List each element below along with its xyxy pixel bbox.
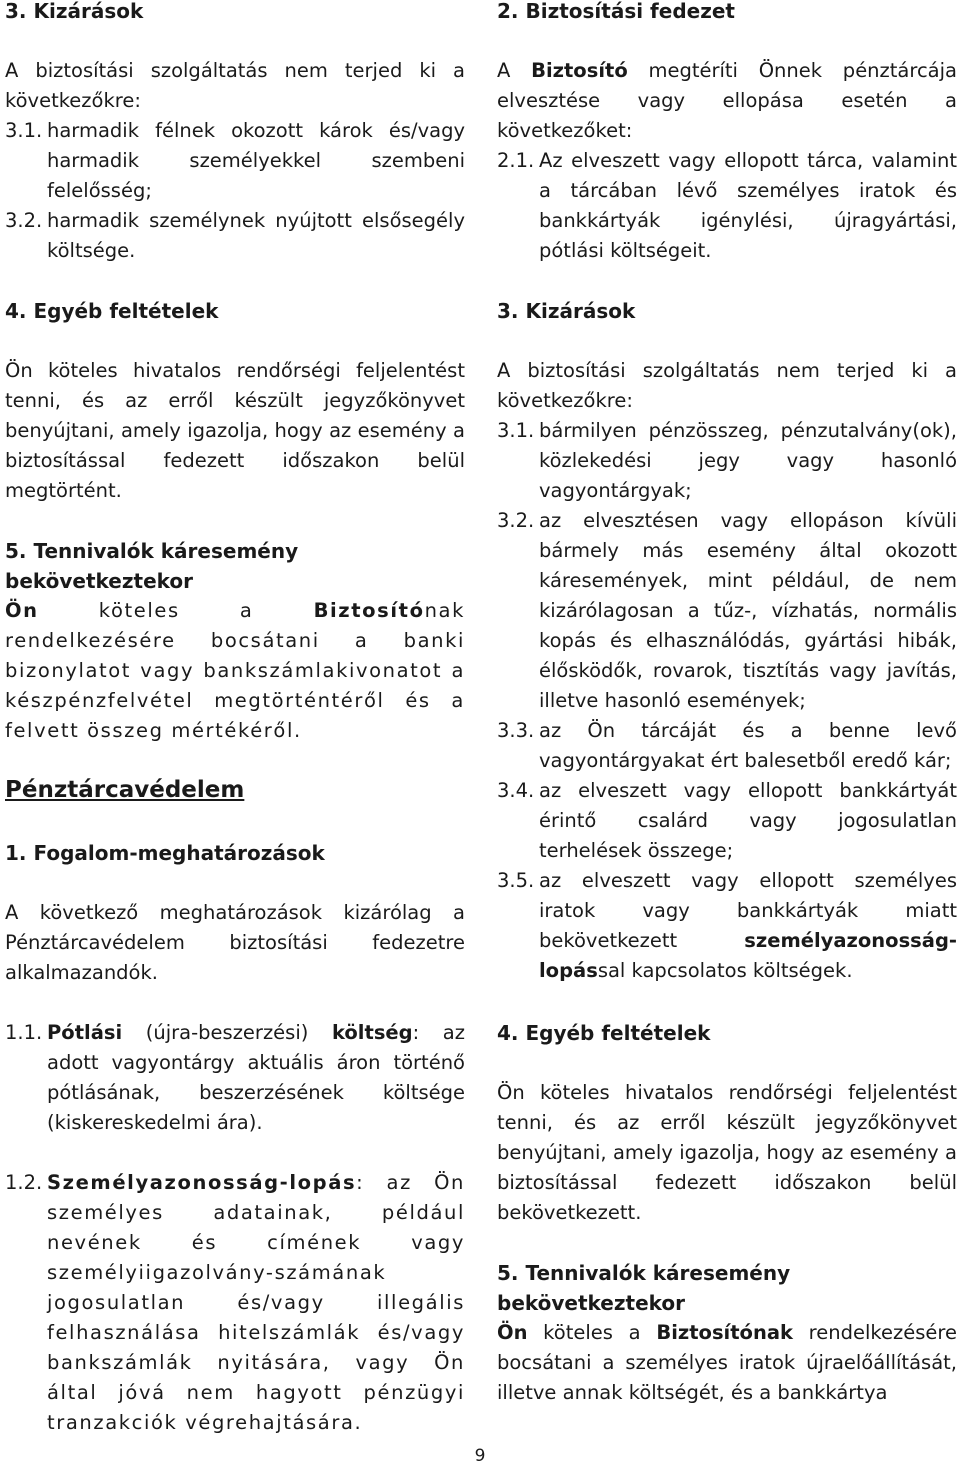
heading-left-3: 3. Kizárások <box>5 0 144 23</box>
bold-text: Ön <box>497 1321 528 1344</box>
list-number: 3.3. <box>497 719 535 742</box>
list-number: 1.2. <box>5 1171 43 1194</box>
list-number: 3.1. <box>497 419 535 442</box>
paragraph-right-3-intro: A biztosítási szolgáltatás nem terjed ki a következőkre: <box>497 359 957 412</box>
bold-text: Biztosítónak <box>656 1321 793 1344</box>
list-text: az elveszett vagy ellopott személyes iratok vagy bankkártyák miatt bekövetkezett személyazonosság-lopással kapcsolatos költségek. <box>539 869 957 982</box>
paragraph-right-2: A Biztosító megtéríti Önnek pénztárcája elvesztése vagy ellopása esetén a következőket: <box>497 59 958 142</box>
list-text: Személyazonosság-lopás: az Ön személyes adatainak, például nevének és címének vagy személyiigazolvány-számának jogosulatlan és/vagy illegális felhasználása hitelszámlák és/vagy bankszámlák nyitására, vagy Ön által jóvá nem hagyott pénzügyi tranzakciók végrehajtására. <box>47 1171 465 1434</box>
bold-text: költség <box>331 1021 413 1044</box>
heading-left-1: 1. Fogalom-meghatározások <box>5 841 325 865</box>
bold-text: Biztosító <box>531 59 628 82</box>
bold-text: Személyazonosság-lopás <box>47 1171 357 1194</box>
list-number: 3.1. <box>5 119 43 142</box>
page-number: 9 <box>474 1446 486 1466</box>
definition-item-1-1 <box>5 1018 465 1138</box>
heading-right-2: 2. Biztosítási fedezet <box>497 0 735 23</box>
list-text: Pótlási (újra-beszerzési) költség: az adott vagyontárgy aktuális áron történő pótlásának, beszerzésének költsége (kiskereskedelmi ára). <box>47 1021 465 1134</box>
list-text: az elvesztésen vagy ellopáson kívüli bármely más esemény által okozott káresemények, mint például, de nem kizárólagosan a tűz-, vízhatás, normális kopás és elhasználódás, gyártási hibák, élősködők, rovarok, tisztítás vagy javítás, illetve hasonló események; <box>539 509 957 712</box>
list-item-right-3-1 <box>497 416 957 506</box>
list-number: 2.1. <box>497 149 535 172</box>
list-text: az Ön tárcáját és a benne levő vagyontárgyakat ért balesetből eredő kár; <box>539 719 957 772</box>
list-text: Az elveszett vagy ellopott tárca, valamint a tárcában lévő személyes iratok és bankkártyák igénylési, újragyártási, pótlási költségeit. <box>539 149 957 262</box>
list-number: 3.2. <box>5 209 43 232</box>
paragraph-left-4: Ön köteles hivatalos rendőrségi feljelentést tenni, és az erről készült jegyzőkönyvet benyújtani, amely igazolja, hogy az esemény a biztosítással fedezett időszakon belül megtörtént. <box>5 359 465 502</box>
list-item-right-2-1 <box>497 146 957 266</box>
paragraph-left-1: A következő meghatározások kizárólag a Pénztárcavédelem biztosítási fedezetre alkalmazandók. <box>5 901 465 984</box>
list-item-left-3-2 <box>5 206 465 266</box>
list-item-left-3-1 <box>5 116 465 206</box>
heading-right-5: 5. Tennivalók káresemény bekövetkeztekor <box>497 1261 791 1315</box>
heading-left-5: 5. Tennivalók káresemény bekövetkeztekor <box>5 539 299 593</box>
heading-left-4: 4. Egyéb feltételek <box>5 299 219 323</box>
paragraph-right-5: Ön köteles a Biztosítónak rendelkezésére bocsátani a személyes iratok újraelőállítását, illetve annak költségét, és a bankkártya <box>497 1321 957 1404</box>
bold-text: Biztosító <box>313 599 425 622</box>
paragraph-right-4: Ön köteles hivatalos rendőrségi feljelentést tenni, és az erről készült jegyzőkönyvet benyújtani, amely igazolja, hogy az esemény a biztosítással fedezett időszakon belül bekövetkezett. <box>497 1081 957 1224</box>
list-number: 3.2. <box>497 509 535 532</box>
list-item-right-3-2 <box>497 506 957 716</box>
definition-item-1-2 <box>5 1168 465 1438</box>
heading-right-4: 4. Egyéb feltételek <box>497 1021 711 1045</box>
bold-text: Ön <box>5 599 39 622</box>
list-text: harmadik személynek nyújtott elsősegély költsége. <box>47 209 465 262</box>
paragraph-left-3-intro: A biztosítási szolgáltatás nem terjed ki a következőkre: <box>5 59 465 112</box>
list-item-right-3-3 <box>497 716 957 776</box>
list-number: 3.4. <box>497 779 535 802</box>
list-text: bármilyen pénzösszeg, pénzutalvány(ok), közlekedési jegy vagy hasonló vagyontárgyak; <box>539 419 957 502</box>
list-item-right-3-5 <box>497 866 957 986</box>
heading-right-3: 3. Kizárások <box>497 299 636 323</box>
list-number: 3.5. <box>497 869 535 892</box>
list-number: 1.1. <box>5 1021 43 1044</box>
paragraph-left-5: Ön köteles a Biztosítónak rendelkezésére bocsátani a banki bizonylatot vagy bankszámlakivonatot a készpénzfelvétel megtörténtéről és a felvett összeg mértékéről. <box>5 599 465 742</box>
list-item-right-3-4 <box>497 776 957 866</box>
list-text: az elveszett vagy ellopott bankkártyát érintő csalárd vagy jogosulatlan terhelések összege; <box>539 779 957 862</box>
section-title: Pénztárcavédelem <box>5 777 245 803</box>
bold-text: személyazonosság-lopás <box>539 929 957 982</box>
list-text: harmadik félnek okozott károk és/vagy harmadik személyekkel szembeni felelősség; <box>47 119 465 202</box>
bold-text: Pótlási <box>47 1021 123 1044</box>
